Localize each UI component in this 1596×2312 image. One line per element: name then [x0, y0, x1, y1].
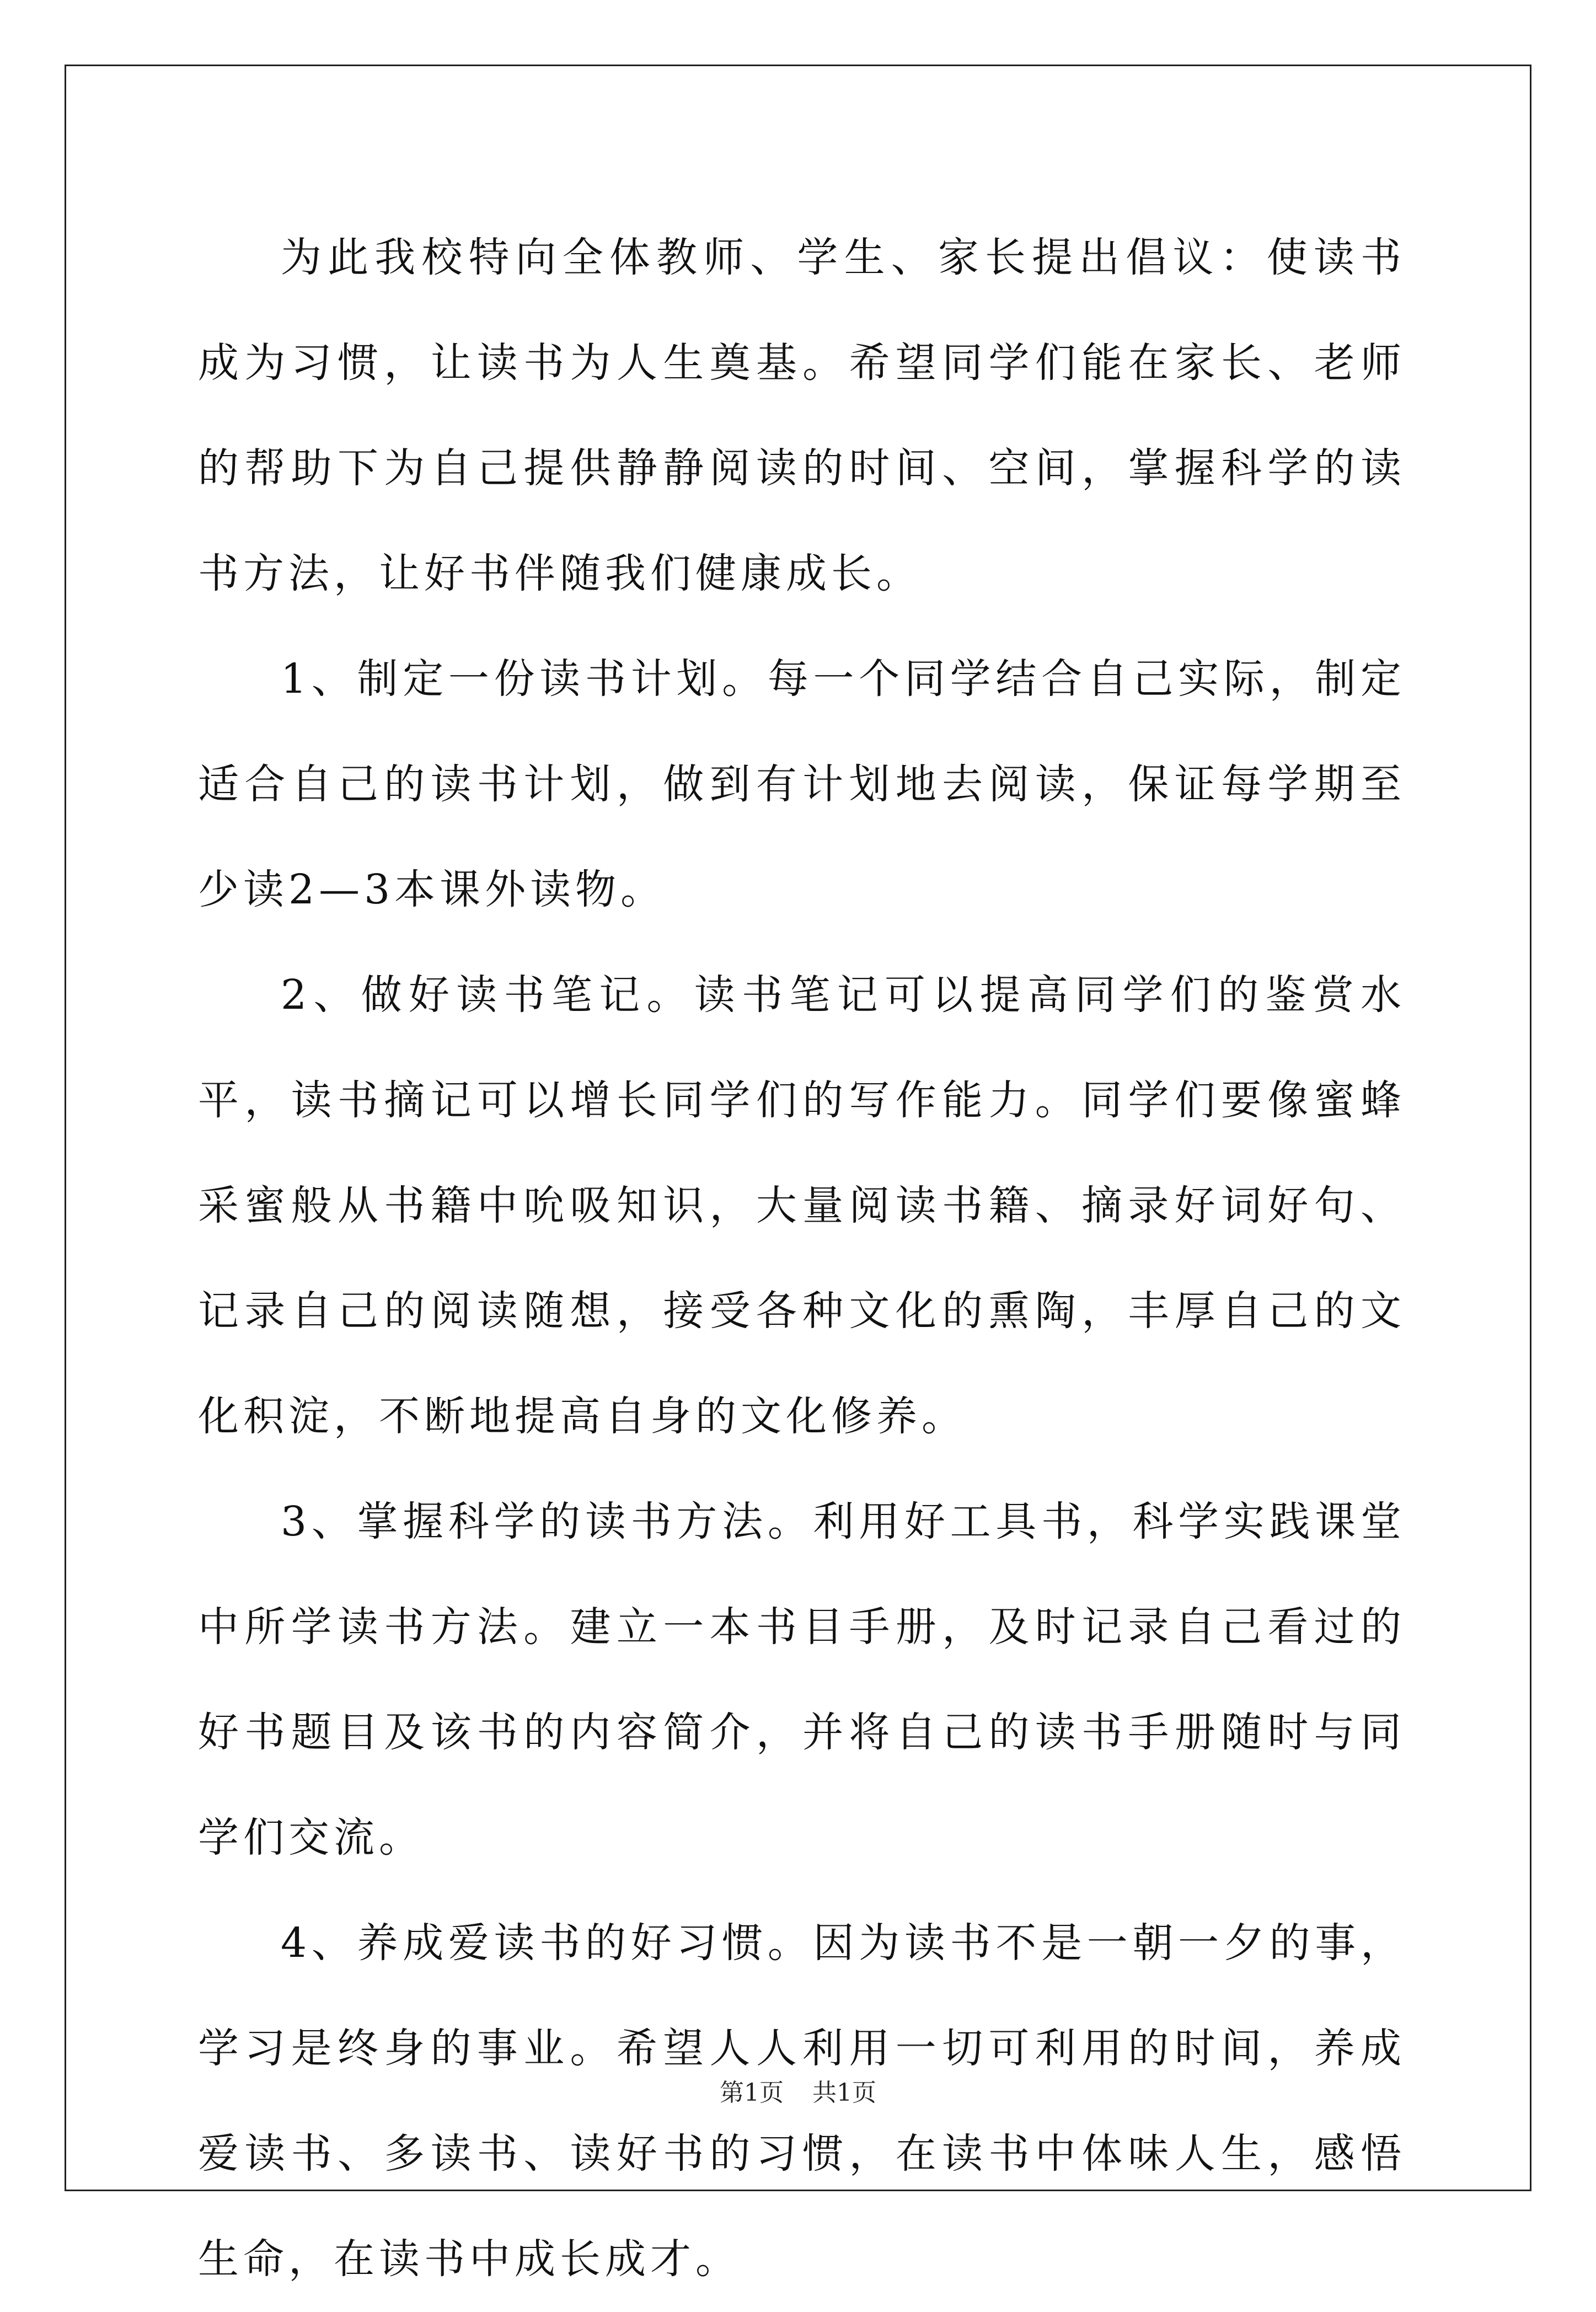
- paragraph-item-4: 4、养成爱读书的好习惯。因为读书不是一朝一夕的事，学习是终身的事业。希望人人利用一切可利用的时间，养成爱读书、多读书、读好书的习惯，在读书中体味人生，感悟生命，在读书中成长成才。: [198, 1919, 1406, 2283]
- page-number: 第1页: [720, 2079, 784, 2107]
- document-body: [198, 205, 1406, 2312]
- paragraph-item-2: 2、做好读书笔记。读书笔记可以提高同学们的鉴赏水平，读书摘记可以增长同学们的写作能力。同学们要像蜜蜂采蜜般从书籍中吮吸知识，大量阅读书籍、摘录好词好句、记录自己的阅读随想，接受各种文化的熏陶，丰厚自己的文化积淀，不断地提高自身的文化修养。: [198, 971, 1406, 1440]
- paragraph-item-3: 3、掌握科学的读书方法。利用好工具书，科学实践课堂中所学读书方法。建立一本书目手册，及时记录自己看过的好书题目及该书的内容简介，并将自己的读书手册随时与同学们交流。: [198, 1498, 1406, 1861]
- paragraph-intro: 为此我校特向全体教师、学生、家长提出倡议：使读书成为习惯，让读书为人生奠基。希望同学们能在家长、老师的帮助下为自己提供静静阅读的时间、空间，掌握科学的读书方法，让好书伴随我们健康成长。: [198, 234, 1406, 597]
- page-total: 共1页: [812, 2079, 876, 2107]
- paragraph-item-1: 1、制定一份读书计划。每一个同学结合自己实际，制定适合自己的读书计划，做到有计划地去阅读，保证每学期至少读2—3本课外读物。: [198, 655, 1406, 913]
- page-footer: [0, 2076, 1596, 2110]
